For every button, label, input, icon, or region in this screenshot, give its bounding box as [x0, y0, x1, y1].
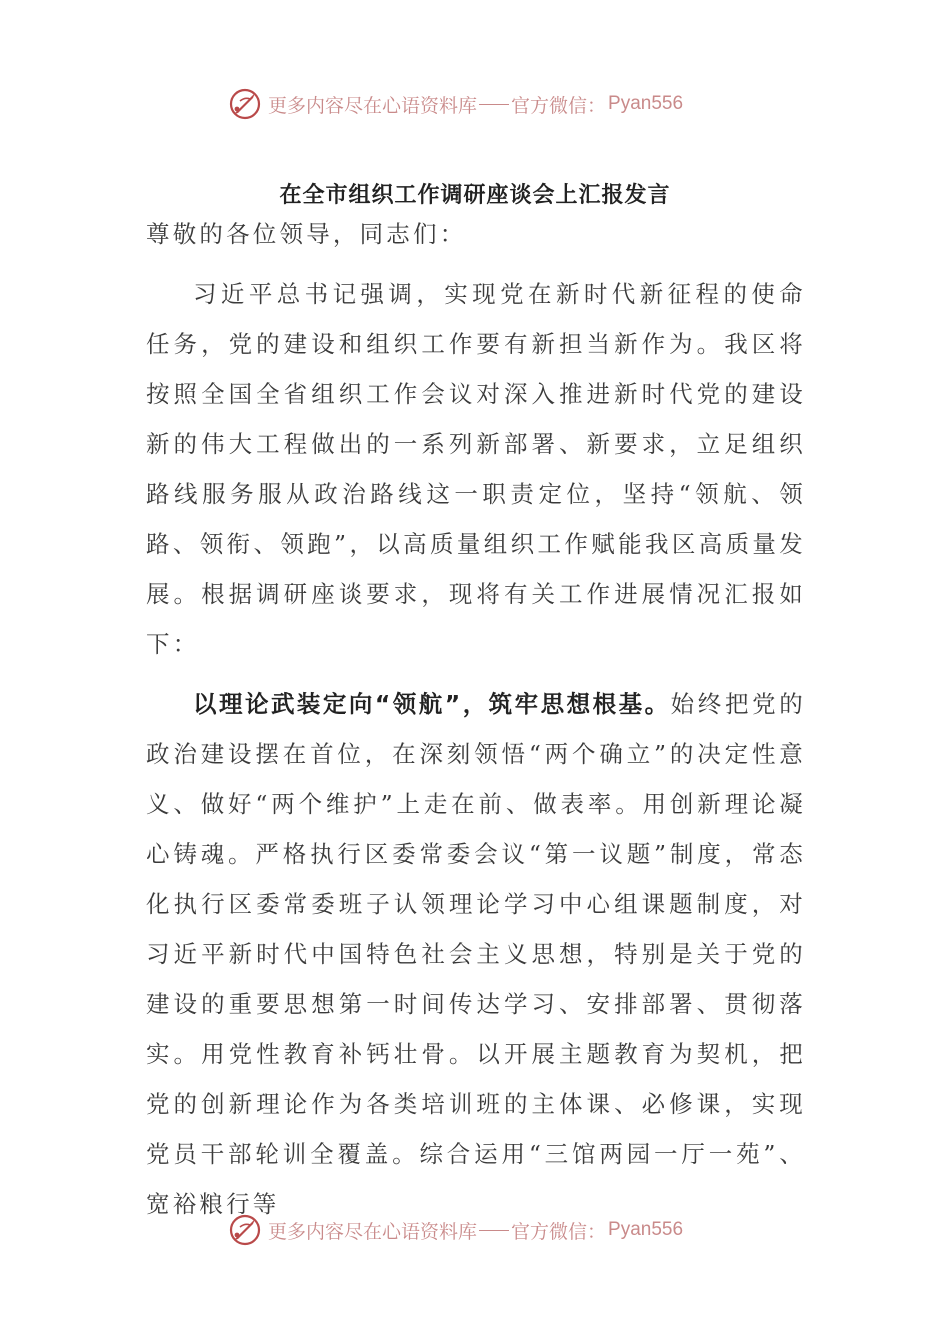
banner-brand-text: 更多内容尽在心语资料库 — [268, 94, 478, 117]
intro-paragraph: 习近平总书记强调，实现党在新时代新征程的使命任务，党的建设和组织工作要有新担当新作为。我区将按照全国全省组织工作会议对深入推进新时代党的建设新的伟大工程做出的一系列新部署、新要求，立足组织路线服务服从政治路线这一职责定位，坚持“领航、领路、领衔、领跑”，以高质量组织工作赋能我区高质量发展。根据调研座谈要求，现将有关工作进展情况汇报如下： — [146, 280, 806, 658]
salutation: 尊敬的各位领导，同志们： — [146, 220, 467, 248]
quill-logo-icon — [228, 1213, 262, 1247]
banner-wechat-id: Pyan556 — [608, 1219, 684, 1240]
banner-brand-text: 更多内容尽在心语资料库 — [268, 1220, 478, 1243]
quill-logo-icon — [228, 87, 262, 121]
banner-official-label: 官方微信： — [511, 94, 607, 117]
footer-banner — [228, 1210, 748, 1250]
banner-official-label: 官方微信： — [511, 1220, 607, 1243]
section-1-paragraph — [146, 679, 806, 1229]
document-body — [146, 209, 806, 1239]
document-title: 在全市组织工作调研座谈会上汇报发言 — [279, 183, 671, 208]
banner-dash — [479, 1230, 509, 1231]
section-1-body: 始终把党的政治建设摆在首位，在深刻领悟“两个确立”的决定性意义、做好“两个维护”上走在前、做表率。用创新理论凝心铸魂。严格执行区委常委会议“第一议题”制度，常态化执行区委常委班子认领理论学习中心组课题制度，对习近平新时代中国特色社会主义思想，特别是关于党的建设的重要思想第一时间传达学习、安排部署、贯彻落实。用党性教育补钙壮骨。以开展主题教育为契机，把党的创新理论作为各类培训班的主体课、必修课，实现党员干部轮训全覆盖。综合运用“三馆两园一厅一苑”、宽裕粮行等 — [146, 690, 807, 1218]
section-1-heading: 以理论武装定向“领航”，筑牢思想根基。 — [193, 690, 671, 718]
banner-dash — [479, 104, 509, 105]
header-banner — [228, 84, 748, 124]
banner-wechat-id: Pyan556 — [608, 93, 684, 114]
